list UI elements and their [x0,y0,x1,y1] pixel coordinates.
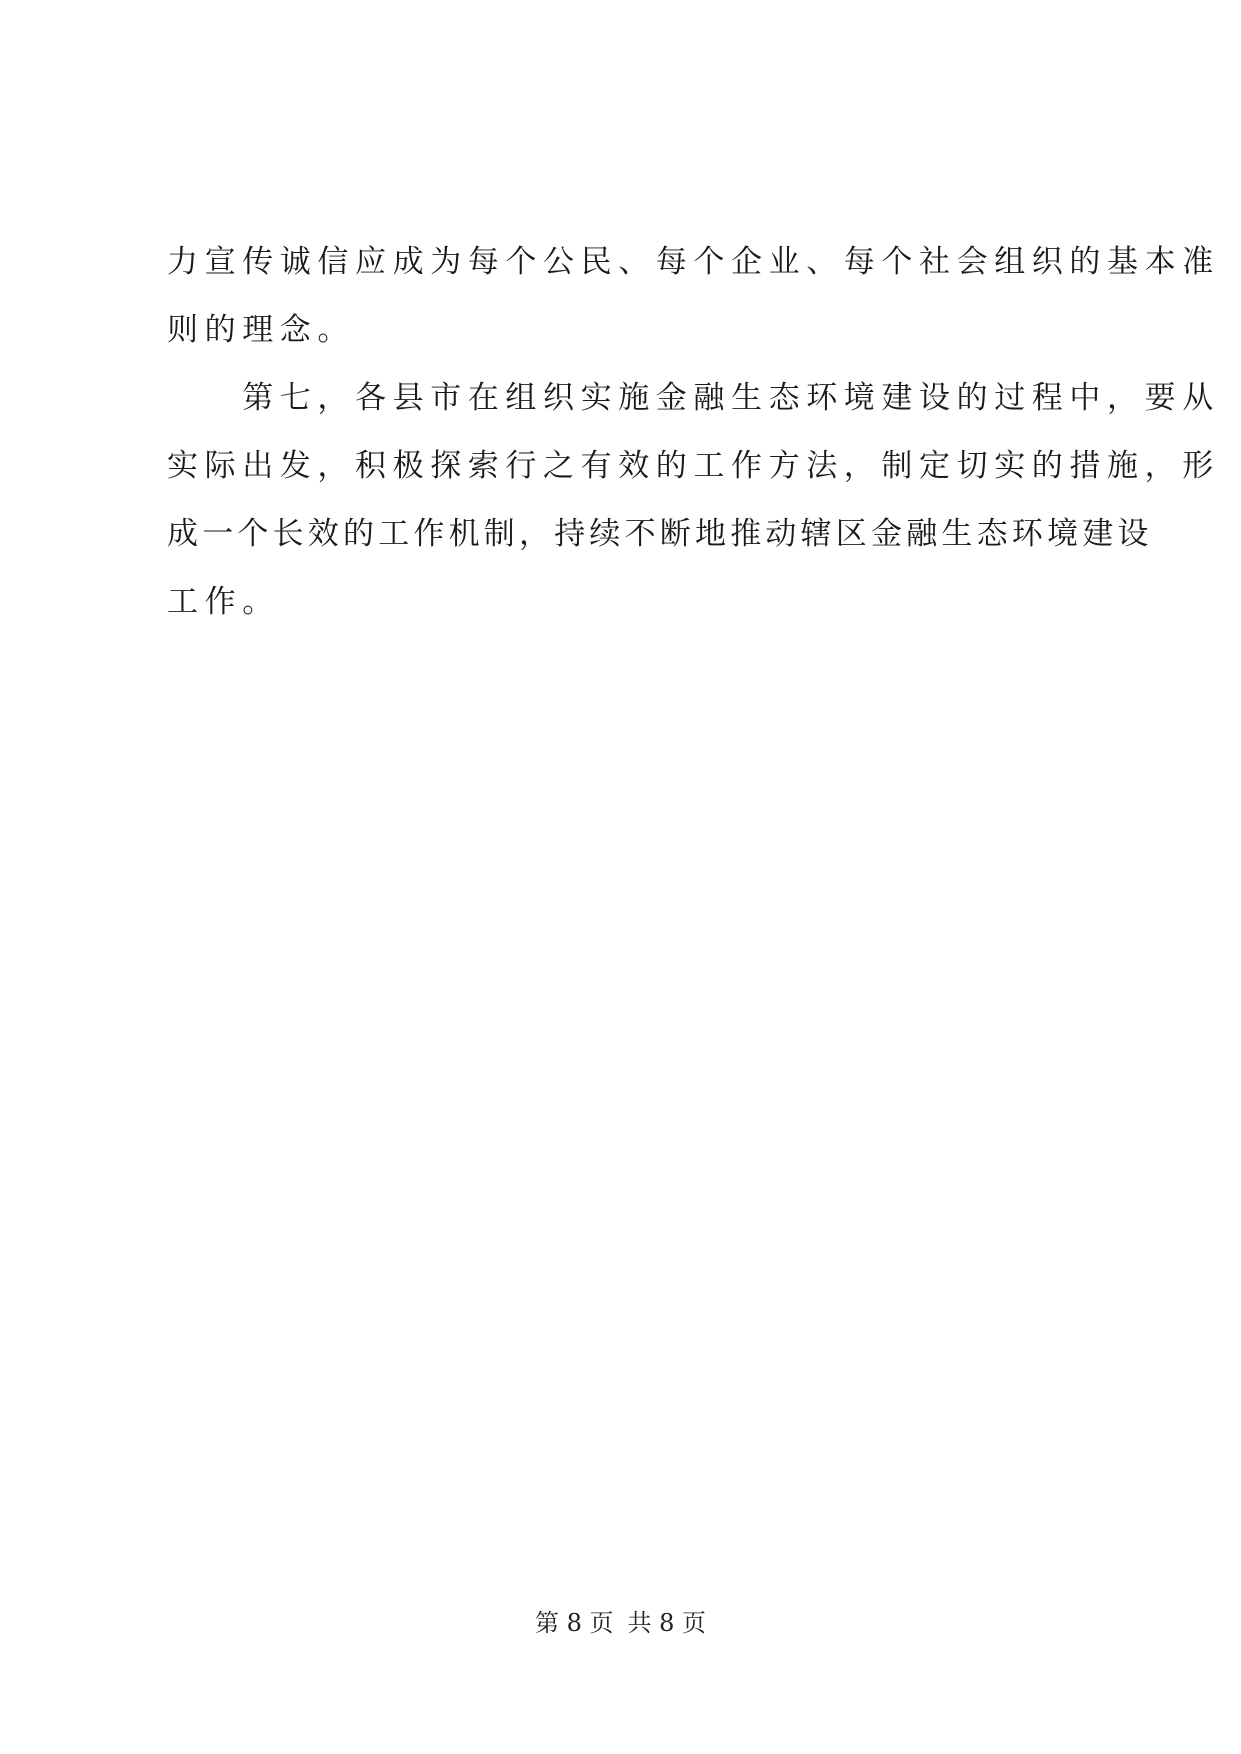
body-line: 实际出发，积极探索行之有效的工作方法，制定切实的措施，形 [167,448,1220,484]
page-total: 共 8 页 [627,1609,707,1637]
body-line: 成一个长效的工作机制，持续不断地推动辖区金融生态环境建设 [167,516,1153,552]
body-line: 第七，各县市在组织实施金融生态环境建设的过程中，要从 [167,380,1220,416]
body-line: 力宣传诚信应成为每个公民、每个企业、每个社会组织的基本准 [167,244,1220,280]
page-number: 第 8 页 [534,1609,614,1637]
page-footer [0,1608,1241,1638]
document-body [167,228,1220,636]
body-line: 则的理念。 [167,312,355,348]
body-line: 工作。 [167,584,280,620]
